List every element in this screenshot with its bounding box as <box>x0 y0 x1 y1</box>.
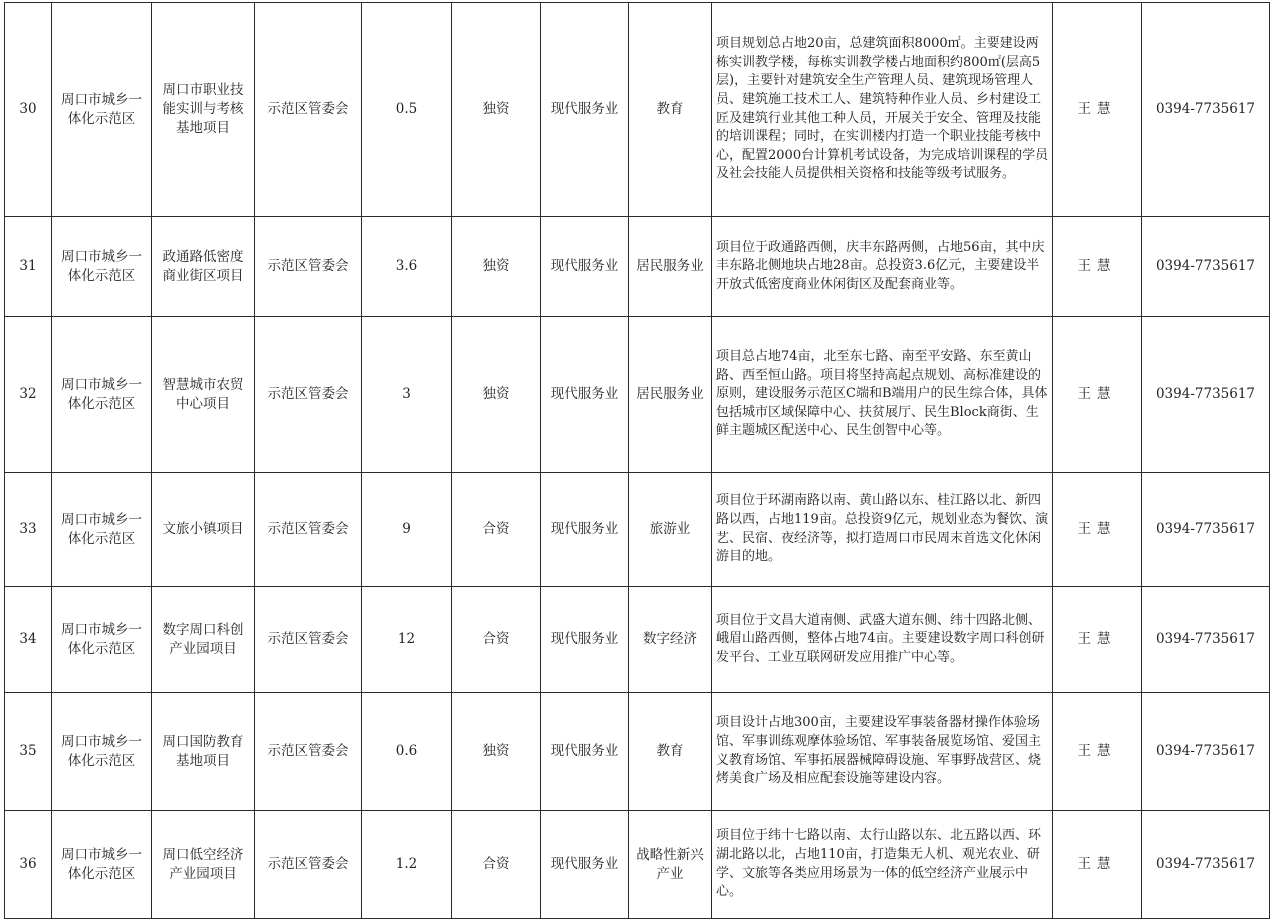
cooperation-mode-cell: 合资 <box>452 473 541 587</box>
sector-cell: 旅游业 <box>629 473 712 587</box>
investment-cell: 0.6 <box>362 693 452 811</box>
contact-cell: 王慧 <box>1053 3 1142 217</box>
phone-cell: 0394-7735617 <box>1142 217 1270 317</box>
industry-cell: 现代服务业 <box>541 587 629 693</box>
table-row <box>5 3 1270 217</box>
contact-cell: 王慧 <box>1053 811 1142 919</box>
investment-cell: 1.2 <box>362 811 452 919</box>
phone-cell: 0394-7735617 <box>1142 317 1270 473</box>
region-cell: 周口市城乡一体化示范区 <box>52 587 152 693</box>
unit-cell: 示范区管委会 <box>255 3 362 217</box>
unit-cell: 示范区管委会 <box>255 317 362 473</box>
cooperation-mode-cell: 独资 <box>452 693 541 811</box>
description-cell: 项目位于政通路西侧，庆丰东路两侧，占地56亩，其中庆丰东路北侧地块占地28亩。总投资3.6亿元，主要建设半开放式低密度商业休闲街区及配套商业等。 <box>712 217 1053 317</box>
description-cell: 项目位于环湖南路以南、黄山路以东、桂江路以北、新四路以西，占地119亩。总投资9亿元，规划业态为餐饮、演艺、民宿、夜经济等，拟打造周口市民周末首选文化休闲游目的地。 <box>712 473 1053 587</box>
sector-cell: 教育 <box>629 693 712 811</box>
investment-cell: 0.5 <box>362 3 452 217</box>
row-number: 33 <box>5 473 52 587</box>
sector-cell: 数字经济 <box>629 587 712 693</box>
region-cell: 周口市城乡一体化示范区 <box>52 811 152 919</box>
region-cell: 周口市城乡一体化示范区 <box>52 693 152 811</box>
project-name-cell: 政通路低密度商业街区项目 <box>152 217 255 317</box>
sector-cell: 战略性新兴产业 <box>629 811 712 919</box>
row-number: 34 <box>5 587 52 693</box>
unit-cell: 示范区管委会 <box>255 473 362 587</box>
table-body <box>5 3 1270 919</box>
project-name-cell: 周口市职业技能实训与考核基地项目 <box>152 3 255 217</box>
row-number: 31 <box>5 217 52 317</box>
phone-cell: 0394-7735617 <box>1142 3 1270 217</box>
region-cell: 周口市城乡一体化示范区 <box>52 473 152 587</box>
industry-cell: 现代服务业 <box>541 3 629 217</box>
row-number: 32 <box>5 317 52 473</box>
sector-cell: 教育 <box>629 3 712 217</box>
industry-cell: 现代服务业 <box>541 693 629 811</box>
cooperation-mode-cell: 独资 <box>452 3 541 217</box>
sector-cell: 居民服务业 <box>629 317 712 473</box>
description-cell: 项目位于文昌大道南侧、武盛大道东侧、纬十四路北侧、峨眉山路西侧，整体占地74亩。主要建设数字周口科创研发平台、工业互联网研发应用推广中心等。 <box>712 587 1053 693</box>
project-table <box>4 2 1270 919</box>
region-cell: 周口市城乡一体化示范区 <box>52 3 152 217</box>
project-name-cell: 数字周口科创产业园项目 <box>152 587 255 693</box>
description-cell: 项目位于纬十七路以南、太行山路以东、北五路以西、环湖北路以北，占地110亩，打造集无人机、观光农业、研学、文旅等各类应用场景为一体的低空经济产业展示中心。 <box>712 811 1053 919</box>
row-number: 36 <box>5 811 52 919</box>
row-number: 35 <box>5 693 52 811</box>
description-cell: 项目规划总占地20亩，总建筑面积8000㎡。主要建设两栋实训教学楼，每栋实训教学楼占地面积约800㎡(层高5层)，主要针对建筑安全生产管理人员、建筑现场管理人员、建筑施工技术工人、建筑特种作业人员、乡村建设工匠及建筑行业其他工种人员，开展关于安全、管理及技能的培训课程；同时，在实训楼内打造一个职业技能考核中心，配置2000台计算机考试设备，为完成培训课程的学员及社会技能人员提供相关资格和技能等级考试服务。 <box>712 3 1053 217</box>
table-row <box>5 693 1270 811</box>
investment-cell: 3.6 <box>362 217 452 317</box>
investment-cell: 3 <box>362 317 452 473</box>
industry-cell: 现代服务业 <box>541 811 629 919</box>
project-name-cell: 周口低空经济产业园项目 <box>152 811 255 919</box>
table-row <box>5 217 1270 317</box>
cooperation-mode-cell: 独资 <box>452 317 541 473</box>
table-row <box>5 811 1270 919</box>
row-number: 30 <box>5 3 52 217</box>
region-cell: 周口市城乡一体化示范区 <box>52 217 152 317</box>
table-row <box>5 317 1270 473</box>
phone-cell: 0394-7735617 <box>1142 473 1270 587</box>
project-name-cell: 周口国防教育基地项目 <box>152 693 255 811</box>
table-row <box>5 587 1270 693</box>
description-cell: 项目设计占地300亩，主要建设军事装备器材操作体验场馆、军事训练观摩体验场馆、军事装备展览场馆、爱国主义教育场馆、军事拓展器械障碍设施、军事野战营区、烧烤美食广场及相应配套设施等建设内容。 <box>712 693 1053 811</box>
sector-cell: 居民服务业 <box>629 217 712 317</box>
phone-cell: 0394-7735617 <box>1142 693 1270 811</box>
phone-cell: 0394-7735617 <box>1142 811 1270 919</box>
cooperation-mode-cell: 合资 <box>452 811 541 919</box>
unit-cell: 示范区管委会 <box>255 587 362 693</box>
unit-cell: 示范区管委会 <box>255 693 362 811</box>
contact-cell: 王慧 <box>1053 587 1142 693</box>
contact-cell: 王慧 <box>1053 473 1142 587</box>
table-row <box>5 473 1270 587</box>
industry-cell: 现代服务业 <box>541 217 629 317</box>
investment-cell: 9 <box>362 473 452 587</box>
description-cell: 项目总占地74亩，北至东七路、南至平安路、东至黄山路、西至恒山路。项目将坚持高起点规划、高标准建设的原则，建设服务示范区C端和B端用户的民生综合体，具体包括城市区域保障中心、扶贫展厅、民生Block商街、生鲜主题城区配送中心、民生创智中心等。 <box>712 317 1053 473</box>
contact-cell: 王慧 <box>1053 317 1142 473</box>
unit-cell: 示范区管委会 <box>255 811 362 919</box>
phone-cell: 0394-7735617 <box>1142 587 1270 693</box>
contact-cell: 王慧 <box>1053 217 1142 317</box>
region-cell: 周口市城乡一体化示范区 <box>52 317 152 473</box>
investment-cell: 12 <box>362 587 452 693</box>
unit-cell: 示范区管委会 <box>255 217 362 317</box>
cooperation-mode-cell: 合资 <box>452 587 541 693</box>
industry-cell: 现代服务业 <box>541 473 629 587</box>
project-name-cell: 文旅小镇项目 <box>152 473 255 587</box>
project-name-cell: 智慧城市农贸中心项目 <box>152 317 255 473</box>
industry-cell: 现代服务业 <box>541 317 629 473</box>
contact-cell: 王慧 <box>1053 693 1142 811</box>
cooperation-mode-cell: 独资 <box>452 217 541 317</box>
